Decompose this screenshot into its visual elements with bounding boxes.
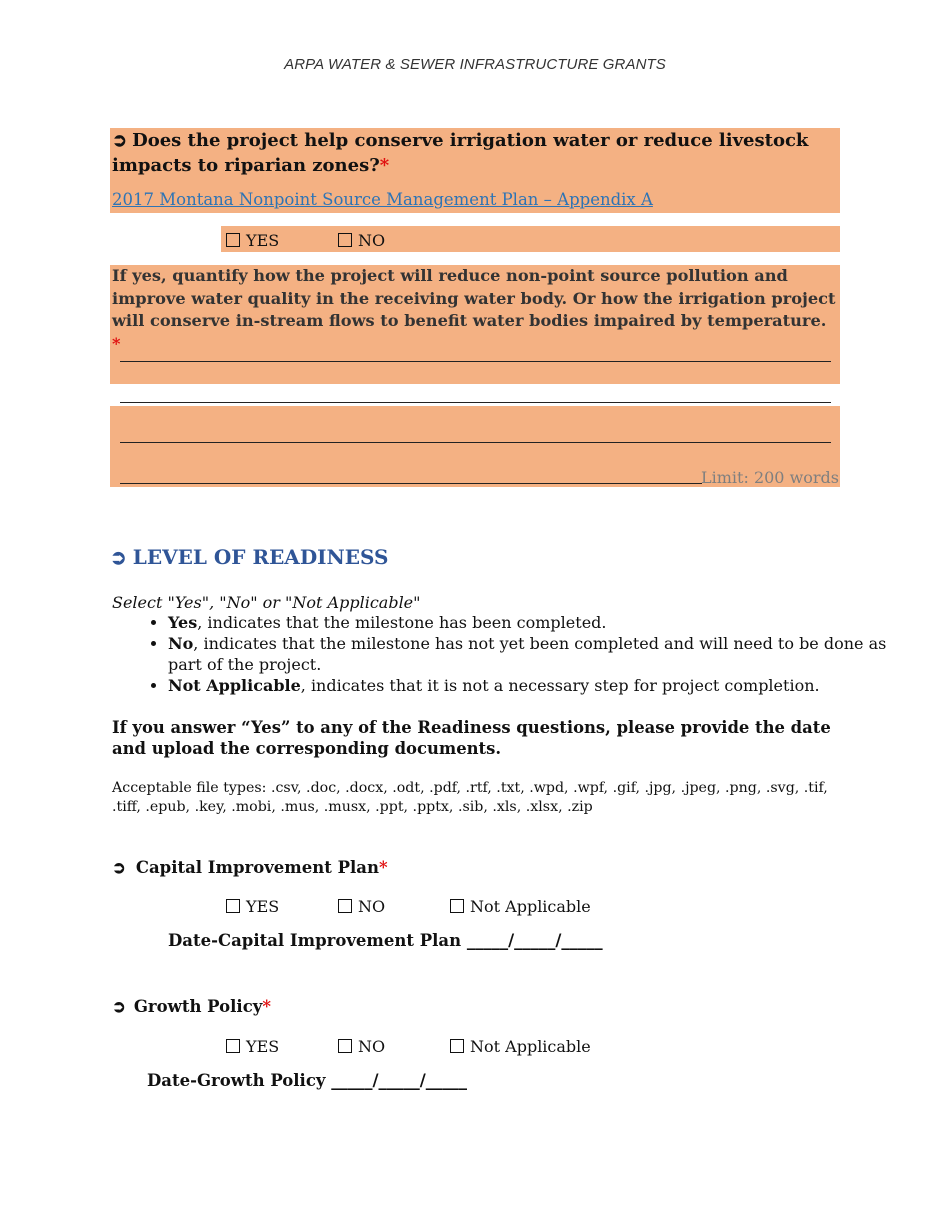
answer-line-2[interactable] <box>120 402 831 403</box>
checkbox-icon[interactable] <box>338 1039 352 1053</box>
definition-term: Yes <box>168 613 198 632</box>
gp-option-no[interactable] <box>338 1037 385 1056</box>
checkbox-icon[interactable] <box>450 899 464 913</box>
option-yes[interactable] <box>226 231 279 250</box>
definition-desc: , indicates that the milestone has been completed. <box>197 613 607 632</box>
option-label: YES <box>246 897 280 916</box>
arrow-icon: ➲ <box>110 545 127 569</box>
required-marker: * <box>379 155 390 176</box>
upload-instruction: If you answer “Yes” to any of the Readiness questions, please provide the date and upload the corresponding documents. <box>112 718 831 758</box>
readiness-definitions <box>112 612 898 696</box>
checkbox-icon[interactable] <box>226 1039 240 1053</box>
acceptable-file-types: Acceptable file types: .csv, .doc, .docx, .odt, .pdf, .rtf, .txt, .wpd, .wpf, .gif, .jpg, .jpeg, .png, .svg, .tif, .tiff, .epub, .key, .mobi, .mus, .musx, .ppt, .pptx, .sib, .xls, .xlsx, .zip <box>112 780 828 815</box>
date-label: Date-Capital Improvement Plan <box>168 931 462 950</box>
question-label: Does the project help conserve irrigation water or reduce livestock impacts to riparian zones? <box>112 130 809 176</box>
checkbox-icon[interactable] <box>338 899 352 913</box>
date-label: Date-Growth Policy <box>147 1071 332 1090</box>
definition-desc: , indicates that it is not a necessary step for project completion. <box>300 676 820 695</box>
capital-improvement-plan-title <box>112 858 388 877</box>
option-label: NO <box>358 231 386 250</box>
arrow-icon: ➲ <box>112 997 126 1016</box>
definition-term: Not Applicable <box>168 676 301 695</box>
arrow-icon: ➲ <box>112 858 126 877</box>
option-label: NO <box>358 1037 386 1056</box>
checkbox-icon[interactable] <box>226 899 240 913</box>
word-limit: Limit: 200 words <box>701 468 839 487</box>
answer-line-4[interactable] <box>120 483 702 484</box>
required-marker: * <box>378 858 388 877</box>
option-no[interactable] <box>338 231 385 250</box>
required-marker: * <box>262 997 271 1016</box>
option-label: Not Applicable <box>470 1037 591 1056</box>
list-item <box>168 633 898 675</box>
section-title <box>110 545 389 569</box>
question-text <box>112 128 832 178</box>
growth-policy-title <box>112 997 271 1016</box>
cip-option-yes[interactable] <box>226 897 279 916</box>
definition-desc: , indicates that the milestone has not yet been completed and will need to be done as part of the project. <box>168 634 887 674</box>
gp-date-line <box>147 1071 467 1090</box>
gp-option-not-applicable[interactable] <box>450 1037 591 1056</box>
section-title-text: LEVEL OF READINESS <box>132 545 389 569</box>
checkbox-icon[interactable] <box>338 233 352 247</box>
definition-term: No <box>168 634 194 653</box>
options-shade <box>221 226 840 252</box>
answer-line-3[interactable] <box>120 442 831 443</box>
option-label: NO <box>358 897 386 916</box>
cip-option-no[interactable] <box>338 897 385 916</box>
date-input[interactable]: _____/_____/_____ <box>331 1071 468 1090</box>
option-label: Not Applicable <box>470 897 591 916</box>
item-title-text: Capital Improvement Plan <box>135 858 379 877</box>
document-header: ARPA WATER & SEWER INFRASTRUCTURE GRANTS <box>284 56 666 73</box>
checkbox-icon[interactable] <box>450 1039 464 1053</box>
list-item <box>168 675 898 696</box>
checkbox-icon[interactable] <box>226 233 240 247</box>
option-label: YES <box>246 1037 280 1056</box>
answer-line-1[interactable] <box>120 361 831 362</box>
cip-option-not-applicable[interactable] <box>450 897 591 916</box>
appendix-link[interactable]: 2017 Montana Nonpoint Source Management Plan – Appendix A <box>112 190 653 209</box>
followup-label: If yes, quantify how the project will reduce non-point source pollution and improve water quality in the receiving water body. Or how the irrigation project will conserve in-stream flows to benefit water bodies impaired by temperature. <box>112 266 836 330</box>
select-instructions: Select "Yes", "No" or "Not Applicable" <box>112 593 421 612</box>
gp-option-yes[interactable] <box>226 1037 279 1056</box>
required-marker: * <box>112 333 121 353</box>
option-label: YES <box>246 231 280 250</box>
cip-date-line <box>168 931 603 950</box>
list-item <box>168 612 898 633</box>
followup-text <box>112 265 840 355</box>
date-input[interactable]: _____/_____/_____ <box>466 931 603 950</box>
arrow-icon: ➲ <box>112 130 128 151</box>
item-title-text: Growth Policy <box>133 997 263 1016</box>
